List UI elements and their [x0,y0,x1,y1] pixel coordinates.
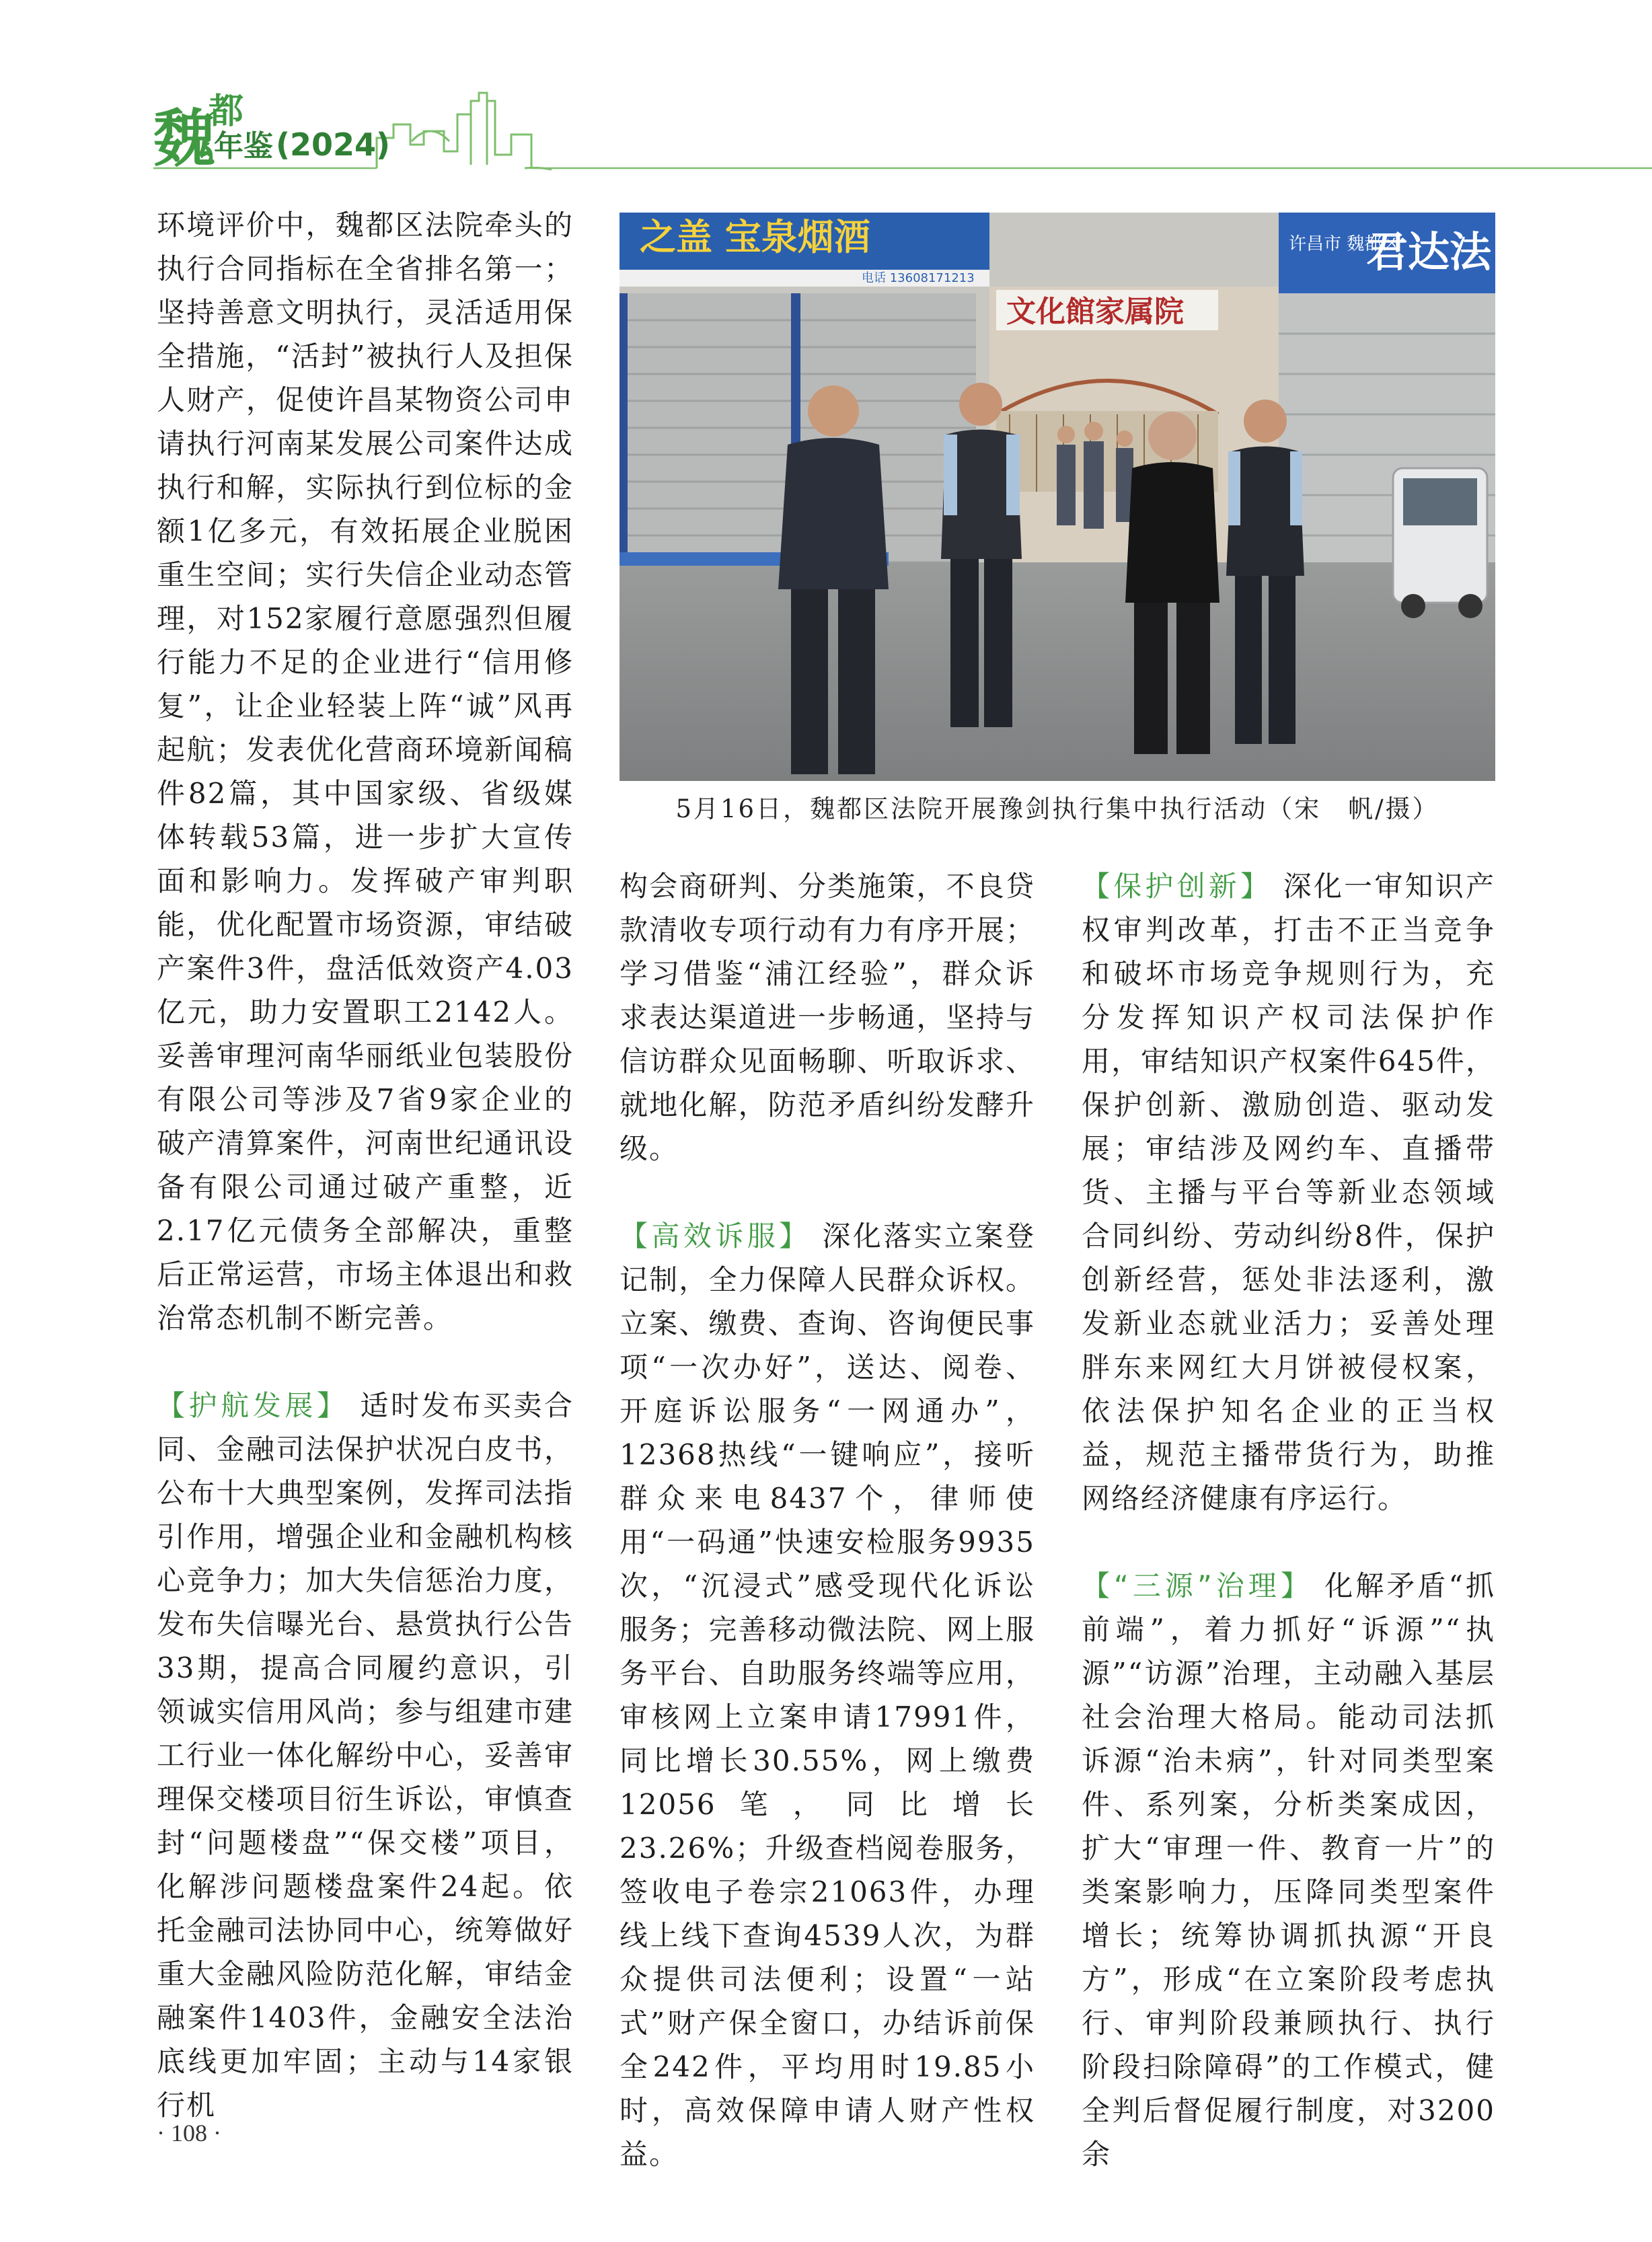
sign-right-big-text: 君达法 [1366,227,1492,276]
text-column-2 [620,864,1035,2176]
paragraph-continued: 构会商研判、分类施策，不良贷款清收专项行动有力有序开展；学习借鉴“浦江经验”，群众诉求表达渠道进一步畅通，坚持与信访群众见面畅聊、听取诉求、就地化解，防范矛盾纠纷发酵升级。 [620,870,1035,1165]
section-title-gaoxiao-sufu: 【高效诉服】 [620,1220,811,1253]
sign-top-left-text: 之盖 宝泉烟酒 [640,216,870,258]
paragraph-sanyuan-zhili [1082,1564,1495,2176]
text-column-3 [1082,864,1495,2176]
page-header [0,0,1652,175]
section-text: 深化落实立案登记制，全力保障人民群众诉权。立案、缴费、查询、咨询便民事项“一次办好”，送达、阅卷、开庭诉讼服务“一网通办”，12368热线“一键响应”，接听群众来电8437个，律师使用“一码通”快速安检服务9935次，“沉浸式”感受现代化诉讼服务；完善移动微法院、网上服务平台、自助服务终端等应用，审核网上立案申请17991件，同比增长30.55%，网上缴费12056笔，同比增长23.26%；升级查档阅卷服务，签收电子卷宗21063件，办理线上线下查询4539人次，为群众提供司法便利；设置“一站式”财产保全窗口，办结诉前保全242件，平均用时19.85小时，高效保障申请人财产性权益。 [620,1220,1035,2171]
section-title-hanghang-fazhan: 【护航发展】 [157,1389,349,1422]
photo-caption: 5月16日，魏都区法院开展豫剑执行集中执行活动（宋 帆/摄） [675,794,1439,823]
section-title-baohu-chuangxin: 【保护创新】 [1082,870,1273,903]
logo-nianjian: 年鉴 [214,129,273,163]
photo-enforcement-action [620,213,1495,781]
sign-center-text: 文化館家属院 [1006,295,1184,329]
page-number: · 108 · [157,2120,221,2146]
section-title-sanyuan-zhili: 【“三源”治理】 [1082,1569,1313,1602]
section-text: 深化一审知识产权审判改革，打击不正当竞争和破坏市场竞争规则行为，充分发挥知识产权司法保护作用，审结知识产权案件645件，保护创新、激励创造、驱动发展；审结涉及网约车、直播带货、主播与平台等新业态领域合同纠纷、劳动纠纷8件，保护创新经营，惩处非法逐利，激发新业态就业活力；妥善处理胖东来网红大月饼被侵权案，依法保护知名企业的正当权益，规范主播带货行为，助推网络经济健康有序运行。 [1082,870,1495,1515]
logo-year: (2024) [276,126,391,163]
photo-illustration [620,213,1495,781]
sign-phone-text: 电话 13608171213 [862,271,975,285]
paragraph-hanghang-fazhan [157,1384,574,2127]
section-text: 适时发布买卖合同、金融司法保护状况白皮书，公布十大典型案例，发挥司法指引作用，增强企业和金融机构核心竞争力；加大失信惩治力度，发布失信曝光台、悬赏执行公告33期，提高合同履约意识，引领诚实信用风尚；参与组建市建工行业一体化解纷中心，妥善审理保交楼项目衍生诉讼，审慎查封“问题楼盘”“保交楼”项目，化解涉问题楼盘案件24起。依托金融司法协同中心，统筹做好重大金融风险防范化解，审结金融案件1403件，金融安全法治底线更加牢固；主动与14家银行机 [157,1389,574,2122]
paragraph-baohu-chuangxin [1082,864,1495,1520]
sign-right-small-text: 许昌市 魏都区 [1289,234,1400,254]
logo-du-char: 都 [209,91,244,132]
logo-wei-char: 魏 [153,102,216,175]
paragraph-gaoxiao-sufu [620,1214,1035,2176]
text-column-1 [157,203,574,2127]
section-text: 化解矛盾“抓前端”，着力抓好“诉源”“执源”“访源”治理，主动融入基层社会治理大格局。能动司法抓诉源“治未病”，针对同类型案件、系列案，分析类案成因，扩大“审理一件、教育一片”的类案影响力，压降同类型案件增长；统筹协调抓执源“开良方”，形成“在立案阶段考虑执行、审判阶段兼顾执行、执行阶段扫除障碍”的工作模式，健全判后督促履行制度，对3200余 [1082,1569,1495,2171]
paragraph-business-environment: 环境评价中，魏都区法院牵头的执行合同指标在全省排名第一；坚持善意文明执行，灵活适用保全措施，“活封”被执行人及担保人财产，促使许昌某物资公司申请执行河南某发展公司案件达成执行和解，实际执行到位标的金额1亿多元，有效拓展企业脱困重生空间；实行失信企业动态管理，对152家履行意愿强烈但履行能力不足的企业进行“信用修复”，让企业轻装上阵“诚”风再起航；发表优化营商环境新闻稿件82篇，其中国家级、省级媒体转载53篇，进一步扩大宣传面和影响力。发挥破产审判职能，优化配置市场资源，审结破产案件3件，盘活低效资产4.03亿元，助力安置职工2142人。妥善审理河南华丽纸业包装股份有限公司等涉及7省9家企业的破产清算案件，河南世纪通讯设备有限公司通过破产重整，近2.17亿元债务全部解决，重整后正常运营，市场主体退出和救治常态机制不断完善。 [157,209,574,1335]
